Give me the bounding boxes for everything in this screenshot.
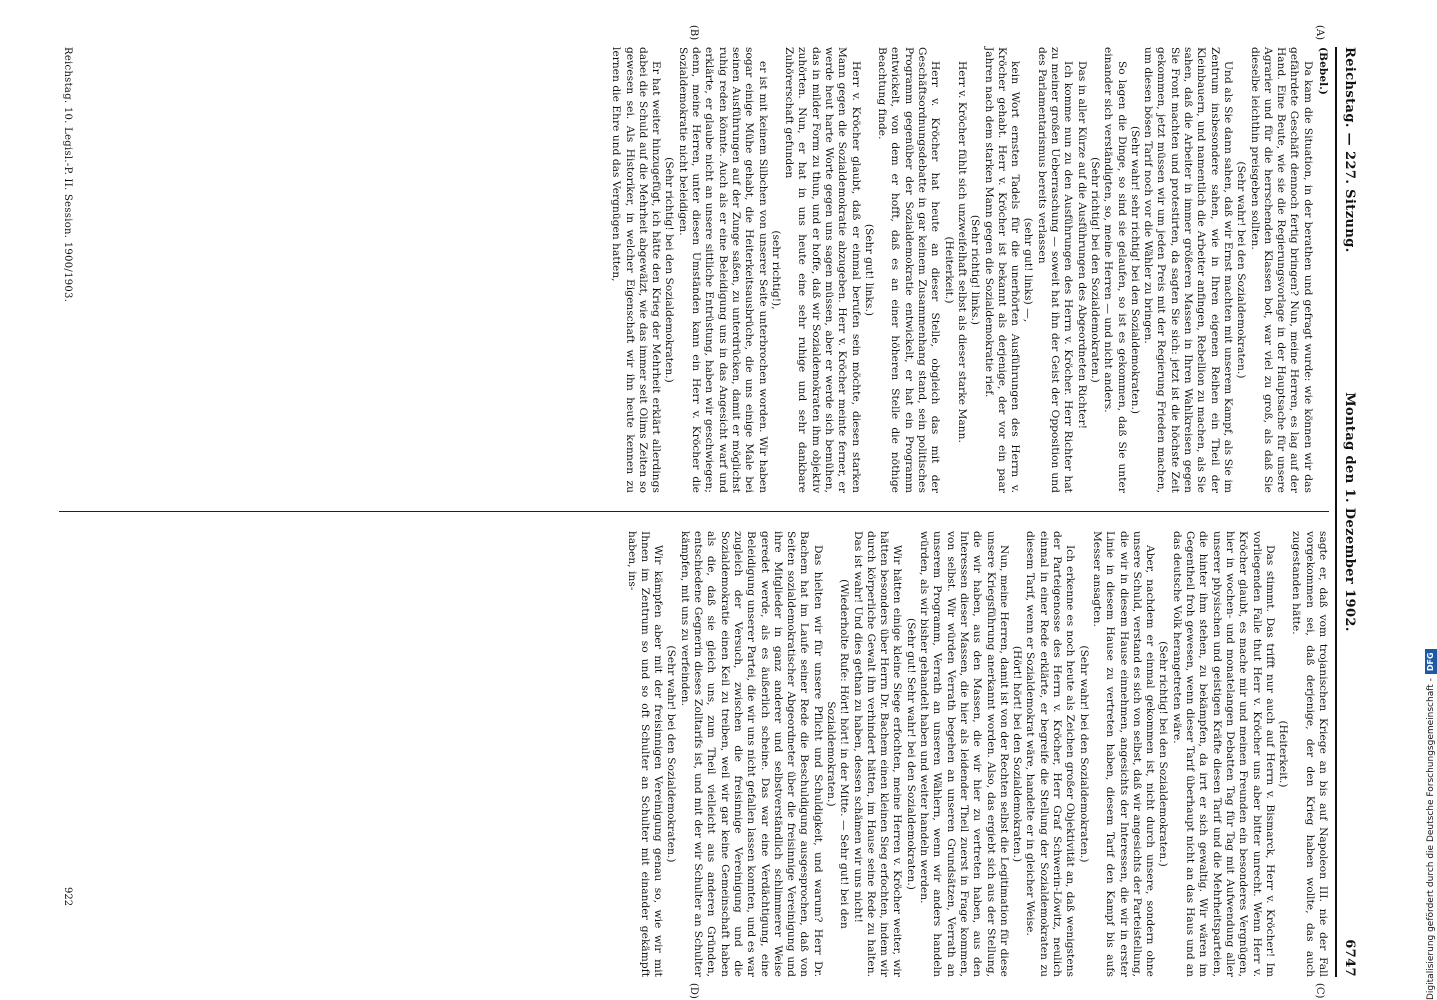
page-signature: 922 — [62, 887, 73, 907]
paragraph: Herr v. Kröcher glaubt, daß er einmal berufen sein möchte, diesen starken Mann gegen die Sozialdemokratie abzugeben. Herr v. Kröcher meinte ferner, er werde heut harte Worte gegen uns sagen müssen, aber er werde sich bemühen, das in milder Form zu thun, und er hoffe, daß wir Sozialdemokraten ihm objektiv zuhörten. Nun, er hat in uns heute eine sehr ruhige und sehr dankbare Zuhörerschaft gefunden — [783, 47, 862, 493]
reaction-text: (sehr richtig!), — [769, 230, 782, 310]
margin-mark-d: (D) — [688, 983, 699, 999]
paragraph: Er hat weiter hinzugefügt, ich hätte den Krieg der Mehrheit erklärt allerdings dabei die Schuld auf die Mehrheit abgewälzt, wie das immer seit Olims Zeiten so gewesen sei. Als Historiker, in welcher Eigenschaft wir ihn heute kennen zu lernen die Ehre und das Vergnügen hatten, — [610, 47, 663, 493]
margin-mark-b: (B) — [688, 25, 699, 41]
header-rule — [1335, 47, 1337, 977]
paragraph: Wir hätten einige kleine Siege erfochten, meine Herren v. Kröcher weiter, wir hätten besonders über Herrn Dr. Bachem einen kleinen Sieg erfochten, indem wir durch körperliche Gewalt ihn verhindert hätten, im Hause seine Rede zu halten. Das ist wahr! Und dies gethan zu haben, dessen schämen wir uns nicht! — [851, 531, 904, 977]
reaction-text: (Sehr richtig! bei den Sozialdemokraten.) — [1088, 157, 1101, 383]
reaction-text: (Sehr richtig! bei den Sozialdemokraten.) — [663, 157, 676, 383]
paragraph: sagte er, daß vom trojanischen Kriege an bis auf Napoleon III. nie der Fall vorgekommen sei, daß derjenige, der den Krieg haben wollte, das auch zugestanden hätte. — [1290, 531, 1329, 977]
page-number: 6747 — [1342, 939, 1357, 977]
left-column — [49, 47, 1329, 493]
credit-text: Digitalisierung gefördert durch die Deutsche Forschungsgemeinschaft - — [1426, 678, 1436, 1000]
paragraph: Ich erkenne es noch heute als Zeichen großer Objektivität an, daß wenigstens der Parteigenosse des Herrn v. Kröcher, Herr Graf Schwerin-Löwitz, neulich einmal in einer Rede erklärte, er begreife die Stellung der Sozialdemokraten zu diesem Tarif, wenn er Sozialdemokrat wäre, handelte er in gleicher Weise. — [1024, 531, 1077, 977]
header-left: Reichstag. — 227. Sitzung. — [1342, 47, 1357, 253]
paragraph: Das hielten wir für unsere Pflicht und Schuldigkeit, und warum? Herr Dr. Bachem hat im Laufe seiner Rede die Beschuldigung ausgesprochen, daß von Seiten sozialdemokratischer Abgeordneter über die freisinnige Vereinigung und ihre Mitglieder in ganz anderer und selbstverständlich schlimmerer Weise geredet werde, als es äußerlich scheine. Das war eine Verdächtigung, eine Beleidigung unserer Partei, die wir uns nicht gefallen lassen konnten, und es war zugleich der Versuch, zwischen die freisinnige Vereinigung und die Sozialdemokratie einen Keil zu treiben, weil wir gar keine Gemeinschaft haben als die, daß sie gleich uns, zum Theil vielleicht aus anderen Gründen, entschiedene Gegnerin dieses Zolltarifs ist, und mit der wir Schulter an Schulter kämpfen, mit uns zu verfeinden. — [678, 531, 824, 977]
reaction-text: (Sehr gut! Sehr wahr! bei den Sozialdemokraten.) — [904, 618, 917, 890]
reaction-text: (Heiterkeit.) — [1277, 720, 1290, 788]
margin-mark-c: (C) — [1314, 983, 1325, 999]
paragraph: er ist mit keinem Silbchen von unserer Seite unterbrochen worden. Wir haben sogar einige Mühe gehabt, die Heiterkeitsausbrüche, die uns einige Male bei seinen Ausführungen auf der Zunge saßen, zu unterdrücken, damit er möglichst ruhig reden könnte. Auch als er eine Beleidigung uns in das Angesicht warf und erklärte, er glaube nicht an unsere sittliche Entrüstung, haben wir geschwiegen; denn, meine Herren, unter diesen Umständen kann ein Herr v. Kröcher die Sozialdemokratie nicht beleidigen. — [676, 47, 769, 493]
paragraph: Herr v. Kröcher hat heute an dieser Stelle, obgleich das mit der Geschäftsordnungsdebatte in gar keinem Zusammenhang stand, sein politisches Programm gegenüber der Sozialdemokratie entwickelt, er hat ein Programm entwickelt, von dem er hofft, daß es an einer höheren Stelle die nöthige Beachtung finde. — [876, 47, 942, 493]
reaction-text: (Wiederholte Rufe: Hört! hört! in der Mitte. — Sehr gut! bei den Sozialdemokraten.) — [825, 579, 851, 929]
paragraph: So lagen die Dinge, so sind sie gelaufen, so ist es gekommen, daß Sie unter einander sich verständigten, so, meine Herren — und nicht anders. — [1102, 47, 1128, 493]
reaction-text: (sehr gut! links) —, — [1022, 217, 1035, 323]
paragraph: Und als Sie dann sahen, daß wir Ernst machten mit unserem Kampf, als Sie im Zentrum insbesondere sahen, wie in Ihren eigenen Reihen ein Theil der Kleinbauern, und namentlich die Arbeiter anfingen, Rebellion zu machen, als Sie sahen, daß die Arbeiter in immer größeren Massen in Ihren Wahlkreisen gegen Sie Front machten und protestirten, da sagten Sie sich: jetzt ist die höchste Zeit gekommen, jetzt müssen wir um jeden Preis mit der Regierung Frieden machen, um diesen bösen Tarif noch vor die Wähler zu bringen. — [1142, 47, 1234, 493]
reaction-text: (Hört! hört! bei den Sozialdemokraten.) — [1011, 645, 1024, 863]
paragraph: Herr v. Kröcher fühlt sich unzweifelhaft selbst als dieser starke Mann. — [955, 61, 968, 443]
page-header — [1337, 47, 1359, 977]
paragraph: Das in aller Kürze auf die Ausführungen des Abgeordneten Richter! — [1075, 61, 1088, 430]
reaction-text: (Sehr wahr! sehr richtig! bei den Sozialdemokraten.) — [1128, 125, 1141, 415]
right-column — [49, 531, 1329, 977]
margin-mark-a: (A) — [1314, 25, 1325, 41]
reaction-text: (Sehr gut! links.) — [862, 223, 875, 317]
paragraph: kein Wort ernsten Tadels für die unerhörten Ausführungen des Herrn v. Kröcher gehabt. Herr v. Kröcher ist bekannt als derjenige, der vor ein paar Jahren nach dem starken Mann gegen die Sozialdemokratie rief. — [982, 47, 1022, 493]
column-divider — [59, 511, 1329, 512]
reaction-text: (Sehr richtig! links.) — [969, 214, 982, 326]
reaction-text: (Sehr wahr! bei den Sozialdemokraten.) — [665, 645, 678, 863]
dfg-credit — [1425, 10, 1437, 1000]
footer-session: Reichstag. 10. Legisl.-P. II. Session. 1900/1903. — [62, 47, 73, 303]
paragraph: Ich komme nun zu den Ausführungen des Herrn v. Kröcher. Herr Richter hat zu meiner großen Ueberraschung — soweit hat ihn der Geist der Opposition und des Parlamentarismus bereits verlassen — [1035, 47, 1075, 493]
paragraph: Das stimmt. Das trifft nur auch auf Herrn v. Bismarck, Herr v. Kröcher! Im vorliegenden Falle thut Herr v. Kröcher uns aber bitter unrecht. Wenn Herr v. Kröcher glaubt, es mache mir und meinen Freunden ein besonderes Vergnügen, hier in wochen- und monatelangen Debatten Tag für Tag mit Aufwendung aller unserer physischen und geistigen Kräfte diesen Tarif und die Mehrheitsparteien, die hinter ihm stehen, zu bekämpfen, da irrt er sich gewaltig. Wir wären im Gegentheil froh gewesen, wenn dieser Tarif überhaupt nicht an das Haus und an das deutsche Volk herangetreten wäre. — [1170, 531, 1276, 977]
paragraph: Da kam die Situation, in der berathen und gefragt wurde: wie können wir das gefährdete Geschäft dennoch fertig bringen? Nun, meine Herren, es lag auf der Hand. Eine Beute, wie sie die Regierungsvorlage in der Hauptsache für unsere Agrarier und für die herrschenden Klassen bot, war viel zu groß, als daß Sie dieselbe leichthin preisgeben sollten. — [1248, 47, 1314, 493]
reaction-text: (Sehr wahr! bei den Sozialdemokraten.) — [1077, 645, 1090, 863]
paragraph: Aber, nachdem er einmal gekommen ist, nicht durch unsere, sondern ohne unsere Schuld, verstand es sich von selbst, daß wir angesichts der Parteistellung, die wir in diesem Hause einnehmen, angesichts der Interessen, die wir in erster Linie in diesem Hause zu vertreten haben, diesem Tarif den Kampf bis aufs Messer ansagten. — [1090, 531, 1157, 977]
paragraph: Nun, meine Herren, damit ist von der Rechten selbst die Legitimation für diese unsere Kriegsführung anerkannt worden. Also, das ergiebt sich aus der Stellung, die wir haben, aus den Massen, die wir hier zu vertreten haben, aus den Interessen dieser Massen, die hier als leidender Theil zuerst in Frage kommen, von selbst. Wir würden Verrath begehen an unseren Grundsätzen, Verrath an unserem Programm, Verrath an unseren Wählern, wenn wir anders handeln würden, als wir bisher gehandelt haben und weiter handeln werden. — [918, 531, 1010, 977]
reaction-text: (Sehr richtig! bei den Sozialdemokraten.) — [1157, 641, 1170, 867]
paragraph: Wir kämpfen aber mit der freisinnigen Vereinigung genau so, wie wir mit Ihnen im Zentrum so und so oft Schulter an Schulter mit einander gekämpft haben, ins- — [625, 531, 665, 977]
dfg-logo: DFG — [1425, 649, 1437, 674]
reaction-text: (Heiterkeit.) — [942, 236, 955, 304]
speaker-tag: (Bebel.) — [1317, 47, 1329, 95]
newspaper-page — [39, 25, 1359, 999]
reaction-text: (Sehr wahr! bei den Sozialdemokraten.) — [1235, 161, 1248, 379]
header-date: Montag den 1. Dezember 1902. — [1342, 392, 1357, 632]
